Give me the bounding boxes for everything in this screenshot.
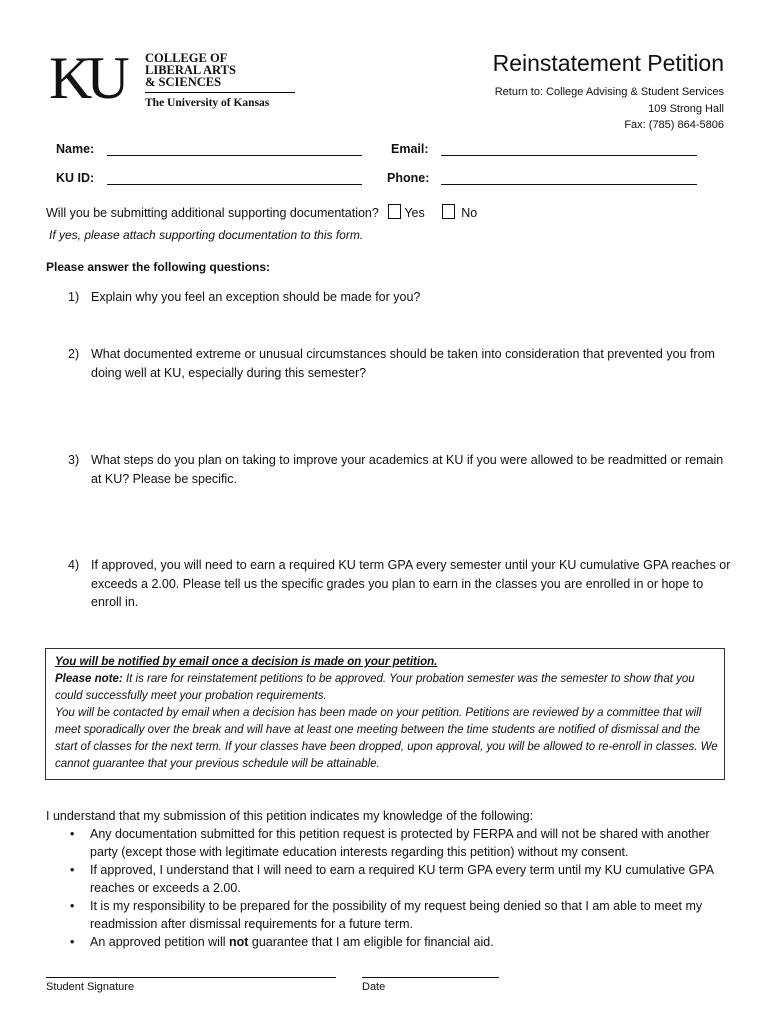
supporting-docs-question: Will you be submitting additional supporting documentation? bbox=[46, 206, 379, 220]
supporting-docs-question-row bbox=[46, 204, 477, 220]
please-note-text: It is rare for reinstatement petitions to be approved. Your probation semester was the semester to show that you could successfully meet your probation requirements. bbox=[55, 673, 695, 702]
university-name: The University of Kansas bbox=[145, 97, 270, 109]
notice-box bbox=[45, 648, 725, 780]
return-address: Return to: College Advising & Student Services 109 Strong Hall Fax: (785) 864-5806 bbox=[494, 86, 724, 131]
no-label: No bbox=[461, 206, 478, 220]
kuid-field[interactable] bbox=[107, 183, 362, 185]
notice-heading: You will be notified by email once a decision is made on your petition. bbox=[55, 656, 438, 668]
logo-divider bbox=[145, 92, 295, 93]
acknowledgement-list bbox=[46, 825, 736, 951]
list-item: • If approved, I understand that I will need to earn a required KU term GPA every term until my KU cumulative GPA reaches or exceeds a 2.00. bbox=[46, 861, 736, 897]
questions-heading: Please answer the following questions: bbox=[46, 260, 271, 274]
list-item: • It is my responsibility to be prepared for the possibility of my request being denied so that I am able to meet my readmission after dismissal requirements for a future term. bbox=[46, 897, 736, 933]
date-field[interactable] bbox=[362, 976, 499, 978]
list-item: • Any documentation submitted for this petition request is protected by FERPA and will not be shared with another party (except those with legitimate education interests regarding this petition) without my consent. bbox=[46, 825, 736, 861]
notice-body: You will be contacted by email when a decision has been made on your petition. Petitions are reviewed by a committee that will meet sporadically over the break and will have at least one meeting between the time students are notified of dismissal and the start of classes for the next term. If your classes have been dropped, upon approval, you will be allowed to re-enroll in classes. We cannot guarantee that your previous schedule will be attainable. bbox=[55, 707, 718, 770]
phone-field[interactable] bbox=[441, 183, 697, 185]
no-checkbox[interactable] bbox=[442, 204, 455, 219]
page-title: Reinstatement Petition bbox=[492, 50, 724, 76]
please-note-label: Please note: bbox=[55, 673, 123, 685]
ku-logo-mark: KU bbox=[49, 45, 124, 111]
email-label: Email: bbox=[391, 142, 429, 156]
list-item: • An approved petition will not guarantee that I am eligible for financial aid. bbox=[46, 933, 736, 951]
signature-label: Student Signature bbox=[46, 981, 135, 993]
kuid-label: KU ID: bbox=[56, 171, 95, 185]
date-label: Date bbox=[362, 981, 386, 993]
acknowledgement-intro: I understand that my submission of this petition indicates my knowledge of the following: bbox=[46, 809, 534, 823]
ku-college-logo bbox=[45, 45, 300, 120]
supporting-docs-note: If yes, please attach supporting documentation to this form. bbox=[49, 228, 364, 242]
college-name: COLLEGE OF LIBERAL ARTS & SCIENCES bbox=[145, 51, 236, 89]
acknowledgement-section bbox=[46, 807, 736, 951]
email-field[interactable] bbox=[441, 154, 697, 156]
name-label: Name: bbox=[56, 142, 95, 156]
signature-field[interactable] bbox=[46, 976, 336, 978]
yes-label: Yes bbox=[404, 206, 425, 220]
name-field[interactable] bbox=[107, 154, 362, 156]
yes-checkbox[interactable] bbox=[388, 204, 401, 219]
please-note bbox=[46, 671, 724, 705]
phone-label: Phone: bbox=[387, 171, 430, 185]
